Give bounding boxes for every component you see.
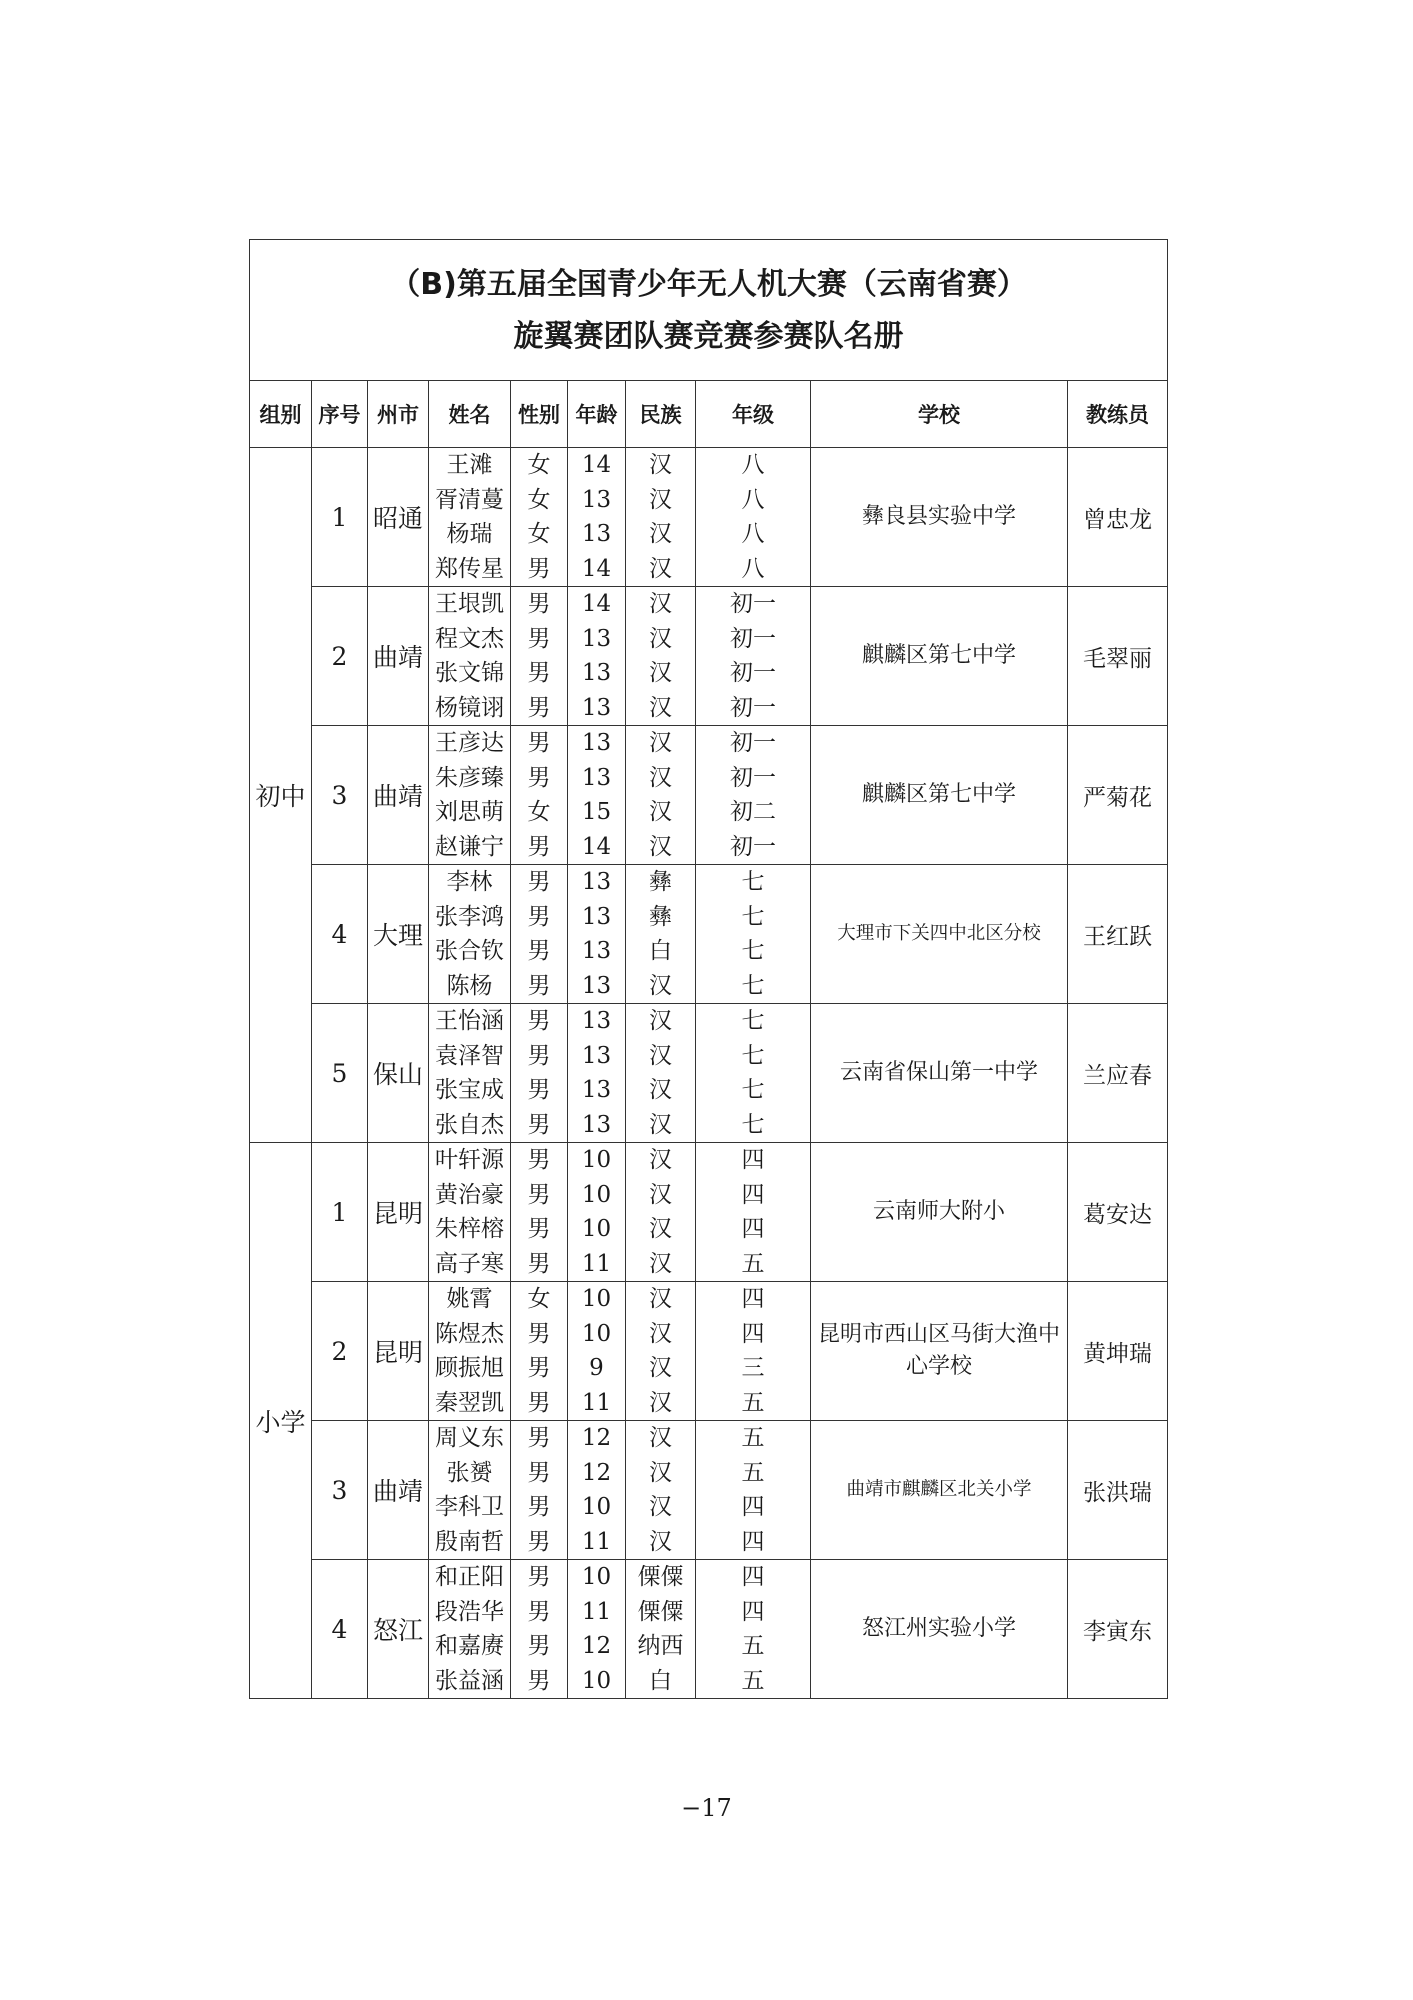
- group-header: 组别: [250, 381, 312, 448]
- member-gender: 男: [527, 972, 551, 999]
- member-age: 11: [581, 1598, 612, 1625]
- member-ethnicity: 汉: [649, 694, 672, 721]
- doc-subtitle: 旋翼赛团队赛竞赛参赛队名册: [513, 319, 904, 354]
- member-ethnicity-cell: [626, 1282, 696, 1421]
- member-gender-cell: [511, 448, 568, 587]
- member-grade: 初一: [730, 730, 776, 756]
- member-name: 陈煜杰: [435, 1320, 504, 1347]
- team-city: 昭通: [368, 448, 429, 587]
- member-grade: 七: [741, 869, 765, 895]
- member-name: 袁泽智: [435, 1042, 504, 1069]
- member-grade: 七: [741, 1008, 765, 1034]
- team-school: 怒江州实验小学: [811, 1560, 1068, 1699]
- member-gender-cell: [511, 726, 568, 865]
- team-city: 昆明: [368, 1143, 429, 1282]
- member-name: 王彦达: [435, 730, 504, 756]
- member-ethnicity: 汉: [649, 1494, 672, 1520]
- ethnicity-header: 民族: [626, 381, 696, 448]
- member-gender: 男: [527, 1528, 551, 1555]
- member-name: 张合钦: [435, 938, 504, 964]
- team-row: [250, 865, 1168, 1004]
- member-age: 11: [581, 1250, 612, 1277]
- city-header: 州市: [368, 381, 429, 448]
- member-name-cell: [429, 587, 511, 726]
- member-ethnicity: 汉: [649, 1250, 672, 1277]
- gender-header: 性别: [511, 381, 568, 448]
- member-gender: 男: [527, 764, 551, 791]
- team-school: 云南师大附小: [811, 1143, 1068, 1282]
- member-name-cell: [429, 1143, 511, 1282]
- member-ethnicity: 彝: [649, 903, 672, 930]
- member-name: 黄治豪: [435, 1181, 504, 1208]
- member-age: 12: [581, 1459, 612, 1486]
- member-ethnicity-cell: [626, 726, 696, 865]
- member-age: 14: [581, 591, 612, 617]
- member-grade: 四: [741, 1181, 765, 1208]
- team-row: [250, 587, 1168, 726]
- member-ethnicity: 汉: [649, 1286, 672, 1312]
- member-gender: 男: [527, 938, 551, 964]
- member-grade: 三: [741, 1355, 765, 1381]
- team-coach: 兰应春: [1068, 1004, 1168, 1143]
- member-age: 13: [581, 1077, 612, 1103]
- member-ethnicity-cell: [626, 448, 696, 587]
- member-name-cell: [429, 1560, 511, 1699]
- grade-header: 年级: [696, 381, 811, 448]
- member-grade: 四: [741, 1216, 765, 1242]
- member-age: 13: [581, 903, 612, 930]
- member-age: 10: [581, 1216, 612, 1242]
- member-ethnicity: 汉: [649, 1181, 672, 1208]
- member-ethnicity: 汉: [649, 833, 672, 860]
- team-number: 5: [312, 1004, 368, 1143]
- member-gender: 男: [527, 1250, 551, 1277]
- member-ethnicity: 白: [649, 938, 672, 964]
- member-name: 陈杨: [446, 972, 493, 999]
- member-ethnicity: 汉: [649, 972, 672, 999]
- member-age: 14: [581, 452, 612, 478]
- member-grade-cell: [696, 865, 811, 1004]
- team-row: [250, 726, 1168, 865]
- member-age-cell: [568, 865, 626, 1004]
- team-school: 大理市下关四中北区分校: [811, 865, 1068, 1004]
- team-row: [250, 1004, 1168, 1143]
- member-age: 13: [581, 764, 612, 791]
- member-name: 李科卫: [435, 1494, 504, 1520]
- member-name: 和正阳: [435, 1564, 504, 1590]
- member-grade-cell: [696, 726, 811, 865]
- member-grade-cell: [696, 1421, 811, 1560]
- member-name: 胥清蔓: [435, 486, 504, 513]
- member-gender: 男: [527, 1389, 551, 1416]
- title-row: [250, 240, 1168, 381]
- member-name: 秦翌凯: [435, 1389, 504, 1416]
- member-grade: 四: [741, 1320, 765, 1347]
- team-school: 麒麟区第七中学: [811, 587, 1068, 726]
- member-name: 杨瑞: [446, 521, 493, 547]
- member-name: 李林: [446, 869, 493, 895]
- group-cell: 初中: [250, 448, 312, 1143]
- member-grade: 四: [741, 1494, 765, 1520]
- member-grade: 五: [741, 1389, 765, 1416]
- member-grade: 七: [741, 1111, 765, 1138]
- team-city: 大理: [368, 865, 429, 1004]
- member-age: 13: [581, 694, 612, 721]
- member-ethnicity-cell: [626, 587, 696, 726]
- member-age: 11: [581, 1389, 612, 1416]
- member-age: 10: [581, 1286, 612, 1312]
- member-age-cell: [568, 726, 626, 865]
- header-row: [250, 381, 1168, 448]
- member-gender: 男: [527, 555, 551, 582]
- member-grade-cell: [696, 587, 811, 726]
- member-ethnicity: 汉: [649, 1216, 672, 1242]
- member-name: 程文杰: [435, 625, 504, 652]
- member-gender: 男: [527, 694, 551, 721]
- member-grade: 初一: [730, 625, 776, 652]
- team-number: 2: [312, 1282, 368, 1421]
- no-header: 序号: [312, 381, 368, 448]
- team-city: 保山: [368, 1004, 429, 1143]
- team-city: 昆明: [368, 1282, 429, 1421]
- group-cell: 小学: [250, 1143, 312, 1699]
- member-gender-cell: [511, 865, 568, 1004]
- member-age-cell: [568, 1282, 626, 1421]
- team-school: 彝良县实验中学: [811, 448, 1068, 587]
- member-grade: 初一: [730, 694, 776, 721]
- member-name-cell: [429, 448, 511, 587]
- member-gender: 男: [527, 1667, 551, 1694]
- member-ethnicity: 汉: [649, 764, 672, 791]
- member-grade: 八: [741, 486, 765, 513]
- member-grade: 七: [741, 1042, 765, 1069]
- member-grade: 五: [741, 1459, 765, 1486]
- member-ethnicity-cell: [626, 1560, 696, 1699]
- member-gender: 女: [527, 521, 551, 547]
- member-grade: 八: [741, 555, 765, 582]
- member-name: 朱梓榕: [435, 1216, 504, 1242]
- member-name: 段浩华: [435, 1598, 504, 1625]
- team-row: [250, 1560, 1168, 1699]
- member-grade: 四: [741, 1286, 765, 1312]
- member-gender: 男: [527, 903, 551, 930]
- team-row: [250, 1421, 1168, 1560]
- member-ethnicity-cell: [626, 1004, 696, 1143]
- member-ethnicity: 汉: [649, 1355, 672, 1381]
- member-ethnicity: 傈僳: [637, 1564, 684, 1590]
- member-gender-cell: [511, 1143, 568, 1282]
- member-name: 王垠凯: [435, 591, 504, 617]
- member-age: 10: [581, 1494, 612, 1520]
- member-grade: 四: [741, 1528, 765, 1555]
- member-name: 张宝成: [435, 1077, 504, 1103]
- member-grade: 初一: [730, 591, 776, 617]
- member-grade: 八: [741, 521, 765, 547]
- member-age: 10: [581, 1667, 612, 1694]
- member-age: 9: [589, 1355, 604, 1381]
- member-ethnicity: 纳西: [637, 1633, 684, 1659]
- team-row: [250, 1143, 1168, 1282]
- member-gender-cell: [511, 587, 568, 726]
- member-name-cell: [429, 1421, 511, 1560]
- member-grade-cell: [696, 1004, 811, 1143]
- member-name-cell: [429, 1004, 511, 1143]
- member-age: 15: [581, 799, 612, 825]
- member-grade-cell: [696, 1560, 811, 1699]
- member-name-cell: [429, 865, 511, 1004]
- member-gender-cell: [511, 1421, 568, 1560]
- team-city: 曲靖: [368, 587, 429, 726]
- member-age: 13: [581, 1111, 612, 1138]
- member-ethnicity: 汉: [649, 1147, 672, 1173]
- member-age: 13: [581, 938, 612, 964]
- member-grade: 初一: [730, 764, 776, 791]
- member-age: 13: [581, 486, 612, 513]
- member-name: 郑传星: [435, 555, 504, 582]
- member-age: 13: [581, 1008, 612, 1034]
- member-name: 朱彦臻: [435, 764, 504, 791]
- member-grade: 初二: [730, 799, 776, 825]
- age-header: 年龄: [568, 381, 626, 448]
- member-grade: 四: [741, 1147, 765, 1173]
- member-name: 顾振旭: [435, 1355, 504, 1381]
- member-ethnicity: 汉: [649, 591, 672, 617]
- member-name: 刘思萌: [435, 799, 504, 825]
- member-grade: 四: [741, 1564, 765, 1590]
- member-name-cell: [429, 1282, 511, 1421]
- member-age: 13: [581, 869, 612, 895]
- member-grade-cell: [696, 1143, 811, 1282]
- title-cell: [250, 240, 1168, 381]
- member-gender: 男: [527, 1042, 551, 1069]
- member-gender: 男: [527, 1425, 551, 1451]
- member-name: 殷南哲: [435, 1528, 504, 1555]
- team-city: 曲靖: [368, 726, 429, 865]
- member-gender: 男: [527, 869, 551, 895]
- member-ethnicity: 汉: [649, 660, 672, 686]
- team-coach: 张洪瑞: [1068, 1421, 1168, 1560]
- member-grade: 五: [741, 1250, 765, 1277]
- team-number: 3: [312, 1421, 368, 1560]
- member-gender-cell: [511, 1282, 568, 1421]
- member-ethnicity-cell: [626, 865, 696, 1004]
- member-grade: 初一: [730, 833, 776, 860]
- team-coach: 曾忠龙: [1068, 448, 1168, 587]
- team-school: 麒麟区第七中学: [811, 726, 1068, 865]
- member-grade: 五: [741, 1633, 765, 1659]
- roster-sheet: [249, 239, 1167, 1699]
- member-gender: 男: [527, 1181, 551, 1208]
- team-row: [250, 448, 1168, 587]
- member-ethnicity: 汉: [649, 1042, 672, 1069]
- member-gender-cell: [511, 1004, 568, 1143]
- member-gender: 男: [527, 1598, 551, 1625]
- member-gender: 女: [527, 799, 551, 825]
- member-gender: 男: [527, 1077, 551, 1103]
- member-gender: 男: [527, 1494, 551, 1520]
- member-name: 王滩: [446, 452, 493, 478]
- member-age-cell: [568, 448, 626, 587]
- member-ethnicity: 汉: [649, 555, 672, 582]
- member-name: 高子寒: [435, 1250, 504, 1277]
- team-number: 2: [312, 587, 368, 726]
- member-ethnicity: 汉: [649, 521, 672, 547]
- team-number: 3: [312, 726, 368, 865]
- member-name: 张益涵: [435, 1667, 504, 1694]
- member-age: 14: [581, 833, 612, 860]
- member-grade: 七: [741, 938, 765, 964]
- member-age-cell: [568, 1421, 626, 1560]
- member-grade: 初一: [730, 660, 776, 686]
- member-grade: 八: [741, 452, 765, 478]
- team-school: 昆明市西山区马街大渔中心学校: [811, 1282, 1068, 1421]
- team-number: 4: [312, 865, 368, 1004]
- member-name-cell: [429, 726, 511, 865]
- member-ethnicity: 白: [649, 1667, 672, 1694]
- page-number: −17: [681, 1794, 732, 1822]
- member-name: 张自杰: [435, 1111, 504, 1138]
- member-grade: 五: [741, 1667, 765, 1694]
- member-ethnicity: 汉: [649, 1111, 672, 1138]
- member-grade: 五: [741, 1425, 765, 1451]
- member-gender: 男: [527, 833, 551, 860]
- member-name: 和嘉赓: [435, 1633, 504, 1659]
- member-gender: 女: [527, 486, 551, 513]
- team-row: [250, 1282, 1168, 1421]
- member-gender: 男: [527, 1320, 551, 1347]
- member-gender: 女: [527, 452, 551, 478]
- member-age: 10: [581, 1181, 612, 1208]
- member-name: 张赟: [446, 1459, 493, 1486]
- member-name: 姚霄: [446, 1286, 493, 1312]
- member-gender: 男: [527, 1111, 551, 1138]
- team-coach: 葛安达: [1068, 1143, 1168, 1282]
- member-ethnicity: 汉: [649, 1528, 672, 1555]
- team-coach: 李寅东: [1068, 1560, 1168, 1699]
- member-age: 10: [581, 1564, 612, 1590]
- doc-title: （B)第五届全国青少年无人机大赛（云南省赛）: [390, 267, 1027, 302]
- coach-header: 教练员: [1068, 381, 1168, 448]
- member-age: 13: [581, 972, 612, 999]
- member-name: 叶轩源: [435, 1147, 504, 1173]
- member-age: 12: [581, 1633, 612, 1659]
- member-age-cell: [568, 1560, 626, 1699]
- member-gender: 男: [527, 1564, 551, 1590]
- team-city: 怒江: [368, 1560, 429, 1699]
- member-gender: 男: [527, 1147, 551, 1173]
- member-ethnicity: 汉: [649, 1077, 672, 1103]
- team-coach: 黄坤瑞: [1068, 1282, 1168, 1421]
- member-gender: 男: [527, 1633, 551, 1659]
- member-ethnicity: 彝: [649, 869, 672, 895]
- member-name: 张李鸿: [435, 903, 504, 930]
- member-ethnicity: 汉: [649, 1008, 672, 1034]
- member-age: 14: [581, 555, 612, 582]
- member-gender: 男: [527, 660, 551, 686]
- member-gender-cell: [511, 1560, 568, 1699]
- member-age: 10: [581, 1147, 612, 1173]
- team-number: 1: [312, 448, 368, 587]
- team-coach: 王红跃: [1068, 865, 1168, 1004]
- member-gender: 男: [527, 1008, 551, 1034]
- member-grade: 四: [741, 1598, 765, 1625]
- member-age: 10: [581, 1320, 612, 1347]
- member-grade-cell: [696, 1282, 811, 1421]
- team-number: 4: [312, 1560, 368, 1699]
- member-ethnicity: 汉: [649, 799, 672, 825]
- member-age-cell: [568, 1143, 626, 1282]
- team-coach: 严菊花: [1068, 726, 1168, 865]
- member-ethnicity: 汉: [649, 1389, 672, 1416]
- member-age: 13: [581, 730, 612, 756]
- member-age: 13: [581, 625, 612, 652]
- member-age: 13: [581, 1042, 612, 1069]
- member-grade: 七: [741, 1077, 765, 1103]
- member-grade: 七: [741, 972, 765, 999]
- roster-table: [249, 239, 1168, 1699]
- member-age-cell: [568, 587, 626, 726]
- member-ethnicity: 汉: [649, 625, 672, 652]
- member-age: 13: [581, 660, 612, 686]
- team-number: 1: [312, 1143, 368, 1282]
- team-city: 曲靖: [368, 1421, 429, 1560]
- member-name: 周义东: [435, 1425, 504, 1451]
- member-grade-cell: [696, 448, 811, 587]
- member-ethnicity: 汉: [649, 1459, 672, 1486]
- member-grade: 七: [741, 903, 765, 930]
- member-name: 张文锦: [435, 660, 504, 686]
- member-gender: 男: [527, 1216, 551, 1242]
- member-gender: 男: [527, 625, 551, 652]
- member-ethnicity: 汉: [649, 1425, 672, 1451]
- member-gender: 女: [527, 1286, 551, 1312]
- member-gender: 男: [527, 730, 551, 756]
- member-gender: 男: [527, 1459, 551, 1486]
- team-coach: 毛翠丽: [1068, 587, 1168, 726]
- team-school: 云南省保山第一中学: [811, 1004, 1068, 1143]
- school-header: 学校: [811, 381, 1068, 448]
- member-ethnicity: 傈僳: [637, 1598, 684, 1625]
- member-age: 11: [581, 1528, 612, 1555]
- name-header: 姓名: [429, 381, 511, 448]
- member-gender: 男: [527, 591, 551, 617]
- member-name: 王怡涵: [435, 1008, 504, 1034]
- member-age: 12: [581, 1425, 612, 1451]
- member-ethnicity-cell: [626, 1143, 696, 1282]
- member-ethnicity-cell: [626, 1421, 696, 1560]
- member-ethnicity: 汉: [649, 1320, 672, 1347]
- team-school: 曲靖市麒麟区北关小学: [811, 1421, 1068, 1560]
- member-ethnicity: 汉: [649, 486, 672, 513]
- member-gender: 男: [527, 1355, 551, 1381]
- member-name: 杨镜诩: [435, 694, 504, 721]
- member-ethnicity: 汉: [649, 730, 672, 756]
- member-name: 赵谦宁: [435, 833, 504, 860]
- member-age: 13: [581, 521, 612, 547]
- member-ethnicity: 汉: [649, 452, 672, 478]
- member-age-cell: [568, 1004, 626, 1143]
